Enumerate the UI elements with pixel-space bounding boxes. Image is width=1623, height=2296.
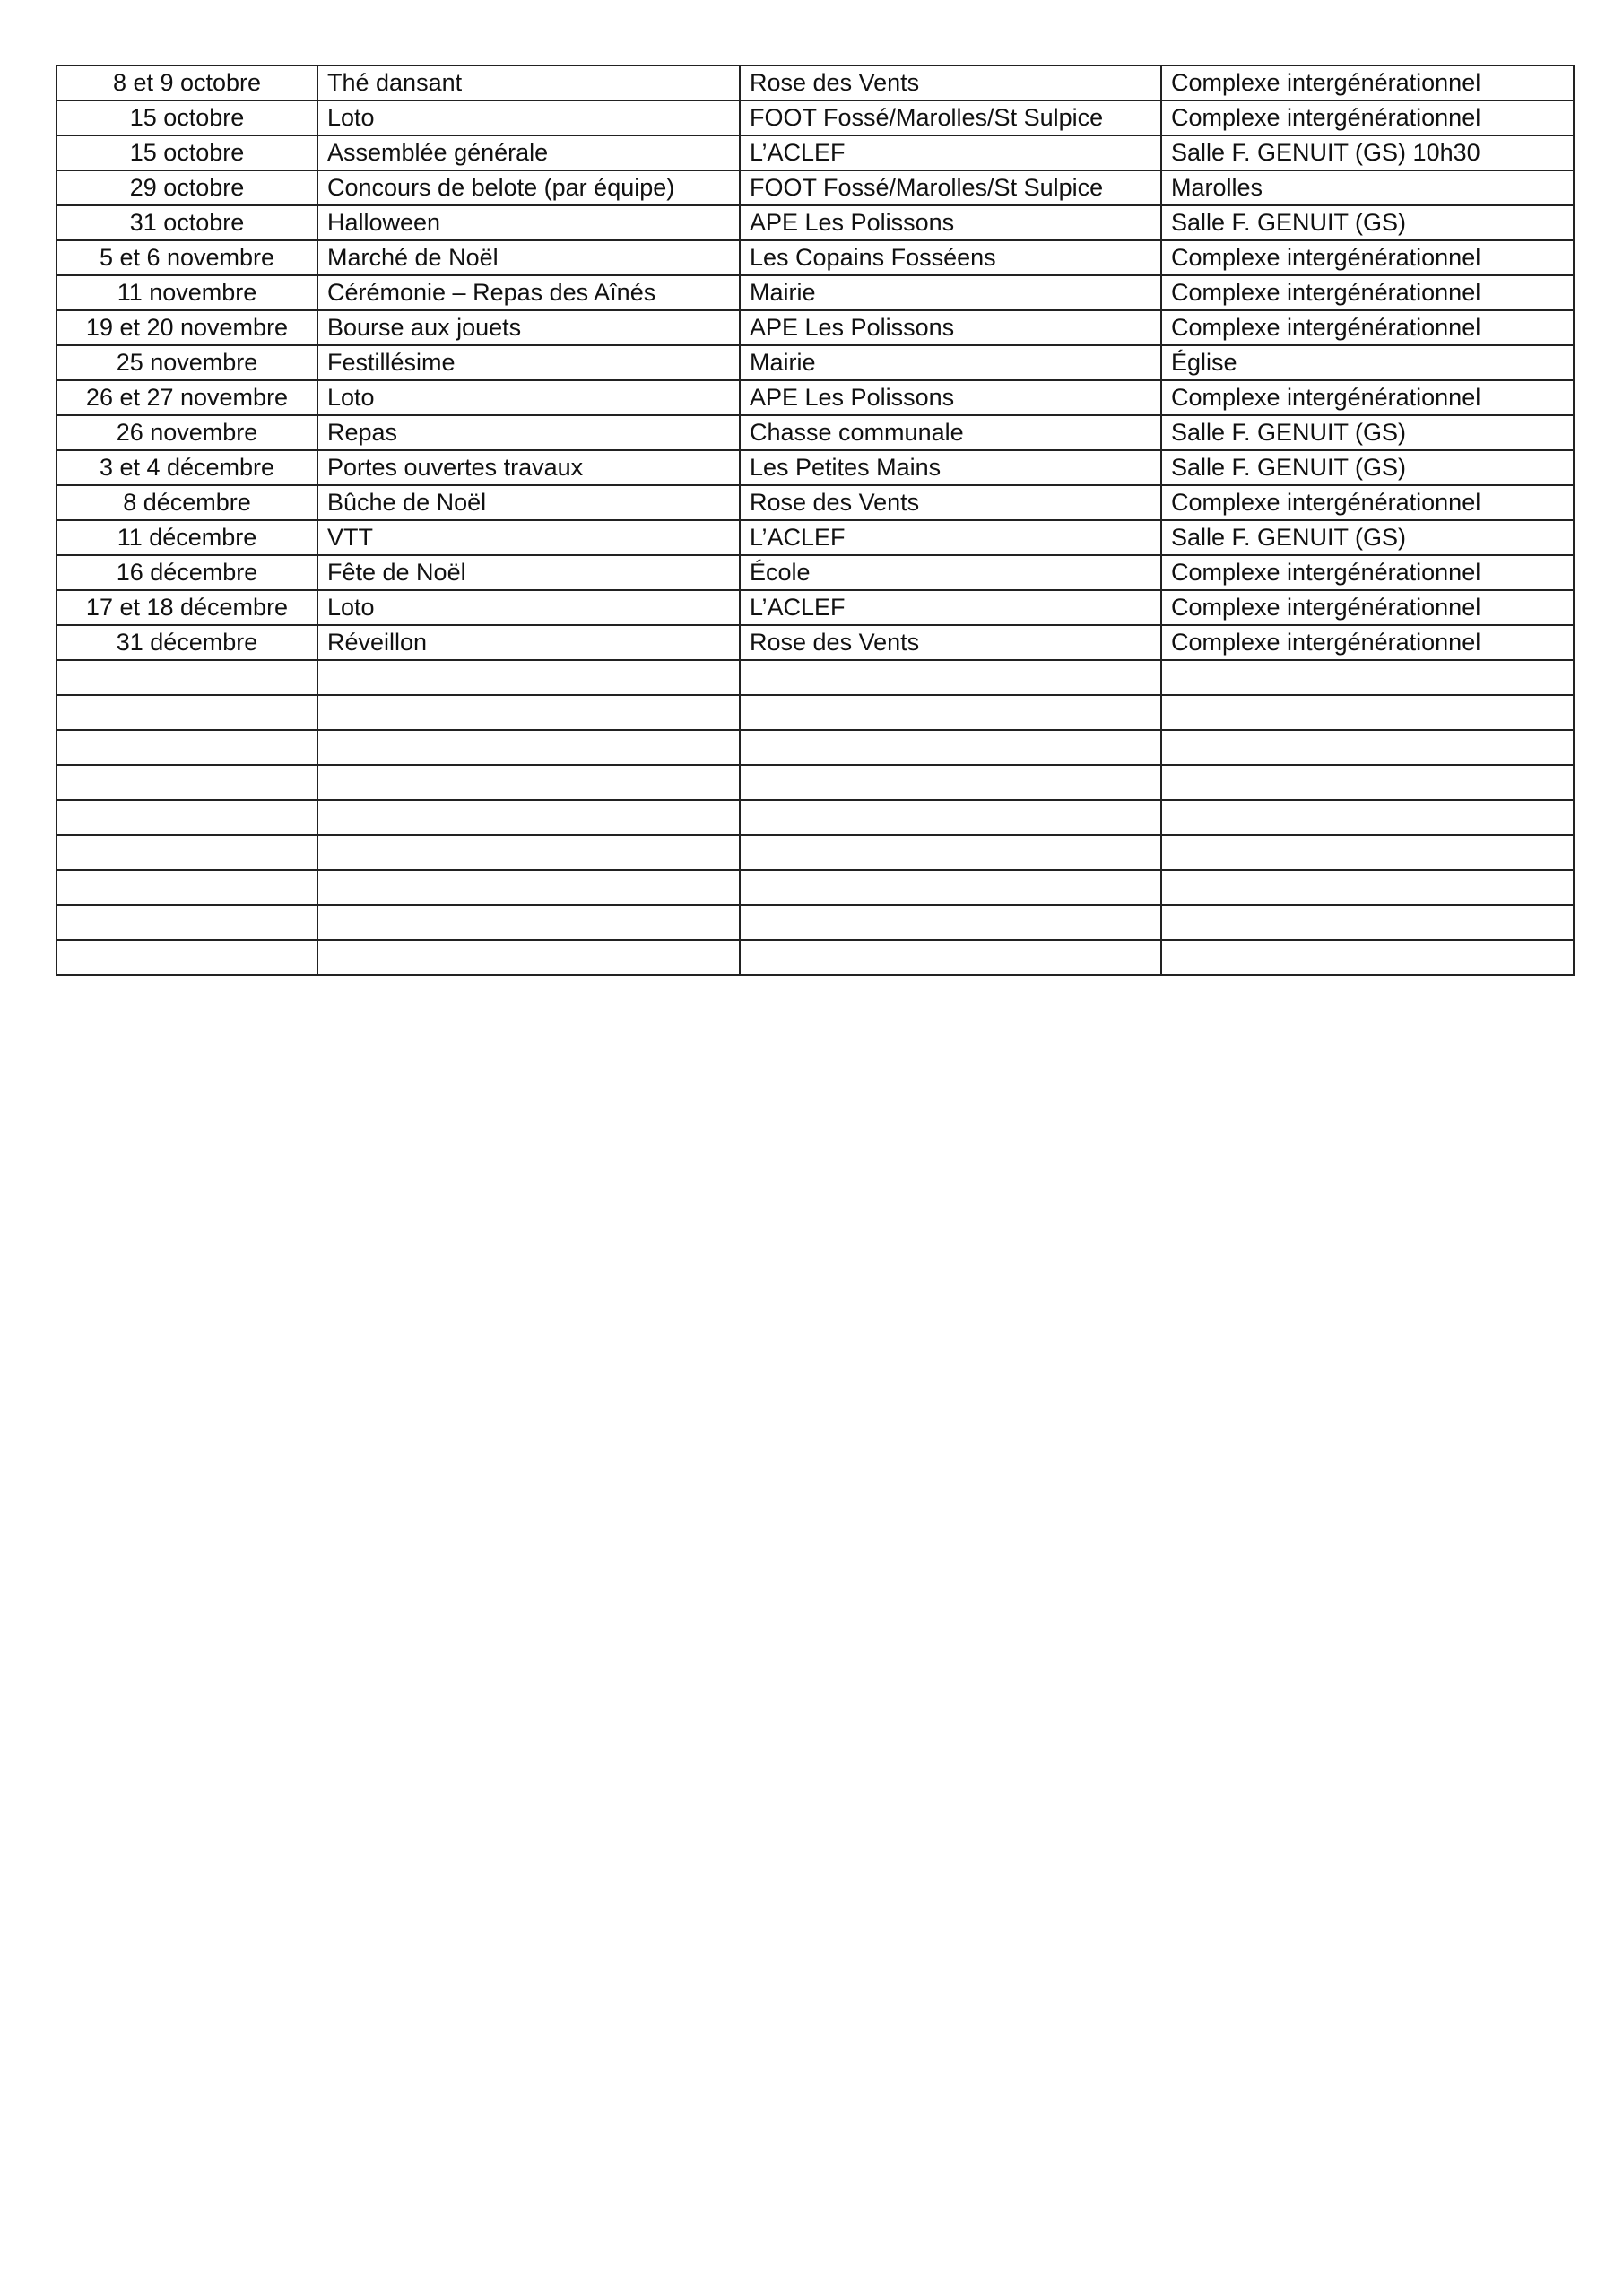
event-place-cell: Église <box>1161 345 1574 380</box>
event-place-cell <box>1161 870 1574 905</box>
event-place-cell: Complexe intergénérationnel <box>1161 310 1574 345</box>
table-row <box>56 310 1574 345</box>
event-date-cell <box>56 870 317 905</box>
event-place-cell: Complexe intergénérationnel <box>1161 65 1574 100</box>
event-name-cell: Thé dansant <box>317 65 740 100</box>
events-table-body <box>56 65 1574 975</box>
event-organizer-cell: Les Petites Mains <box>740 450 1161 485</box>
table-row <box>56 870 1574 905</box>
event-place-cell: Salle F. GENUIT (GS) 10h30 <box>1161 135 1574 170</box>
table-row <box>56 100 1574 135</box>
event-organizer-cell: Rose des Vents <box>740 625 1161 660</box>
event-organizer-cell: Chasse communale <box>740 415 1161 450</box>
event-date-cell: 31 décembre <box>56 625 317 660</box>
table-row <box>56 135 1574 170</box>
event-name-cell <box>317 870 740 905</box>
event-date-cell: 17 et 18 décembre <box>56 590 317 625</box>
event-date-cell: 15 octobre <box>56 135 317 170</box>
event-place-cell: Marolles <box>1161 170 1574 205</box>
event-name-cell: Loto <box>317 590 740 625</box>
event-organizer-cell: L’ACLEF <box>740 520 1161 555</box>
event-date-cell: 11 novembre <box>56 275 317 310</box>
table-row <box>56 940 1574 975</box>
table-row <box>56 65 1574 100</box>
event-name-cell: Portes ouvertes travaux <box>317 450 740 485</box>
event-name-cell: Concours de belote (par équipe) <box>317 170 740 205</box>
event-date-cell: 15 octobre <box>56 100 317 135</box>
event-organizer-cell <box>740 870 1161 905</box>
table-row <box>56 765 1574 800</box>
event-name-cell: Festillésime <box>317 345 740 380</box>
table-row <box>56 520 1574 555</box>
event-name-cell <box>317 800 740 835</box>
table-row <box>56 170 1574 205</box>
table-row <box>56 450 1574 485</box>
event-name-cell: Assemblée générale <box>317 135 740 170</box>
event-organizer-cell <box>740 800 1161 835</box>
event-place-cell: Salle F. GENUIT (GS) <box>1161 520 1574 555</box>
event-place-cell <box>1161 835 1574 870</box>
event-date-cell: 25 novembre <box>56 345 317 380</box>
event-organizer-cell <box>740 765 1161 800</box>
event-name-cell <box>317 730 740 765</box>
event-organizer-cell: L’ACLEF <box>740 590 1161 625</box>
event-organizer-cell: École <box>740 555 1161 590</box>
table-row <box>56 555 1574 590</box>
event-name-cell <box>317 765 740 800</box>
event-organizer-cell <box>740 730 1161 765</box>
event-date-cell: 19 et 20 novembre <box>56 310 317 345</box>
event-place-cell <box>1161 905 1574 940</box>
table-row <box>56 905 1574 940</box>
table-row <box>56 660 1574 695</box>
event-date-cell <box>56 765 317 800</box>
event-organizer-cell: Mairie <box>740 275 1161 310</box>
event-date-cell: 11 décembre <box>56 520 317 555</box>
table-row <box>56 835 1574 870</box>
event-name-cell: Halloween <box>317 205 740 240</box>
event-place-cell <box>1161 730 1574 765</box>
event-organizer-cell: FOOT Fossé/Marolles/St Sulpice <box>740 170 1161 205</box>
event-date-cell: 8 décembre <box>56 485 317 520</box>
event-name-cell: Réveillon <box>317 625 740 660</box>
event-place-cell <box>1161 660 1574 695</box>
event-date-cell <box>56 730 317 765</box>
event-organizer-cell: APE Les Polissons <box>740 380 1161 415</box>
event-date-cell: 5 et 6 novembre <box>56 240 317 275</box>
table-row <box>56 240 1574 275</box>
event-place-cell: Salle F. GENUIT (GS) <box>1161 205 1574 240</box>
event-organizer-cell <box>740 940 1161 975</box>
event-name-cell <box>317 835 740 870</box>
event-name-cell: Fête de Noël <box>317 555 740 590</box>
table-row <box>56 415 1574 450</box>
event-date-cell <box>56 800 317 835</box>
event-organizer-cell: Les Copains Fosséens <box>740 240 1161 275</box>
event-place-cell: Complexe intergénérationnel <box>1161 485 1574 520</box>
event-place-cell <box>1161 765 1574 800</box>
event-date-cell: 31 octobre <box>56 205 317 240</box>
events-table <box>56 65 1575 976</box>
event-name-cell <box>317 660 740 695</box>
event-name-cell <box>317 905 740 940</box>
event-name-cell: VTT <box>317 520 740 555</box>
table-row <box>56 345 1574 380</box>
event-place-cell: Complexe intergénérationnel <box>1161 625 1574 660</box>
event-organizer-cell <box>740 835 1161 870</box>
event-date-cell: 16 décembre <box>56 555 317 590</box>
table-row <box>56 380 1574 415</box>
event-place-cell: Complexe intergénérationnel <box>1161 240 1574 275</box>
event-date-cell: 8 et 9 octobre <box>56 65 317 100</box>
event-place-cell: Complexe intergénérationnel <box>1161 380 1574 415</box>
event-name-cell <box>317 940 740 975</box>
event-place-cell <box>1161 695 1574 730</box>
table-row <box>56 485 1574 520</box>
event-organizer-cell: FOOT Fossé/Marolles/St Sulpice <box>740 100 1161 135</box>
event-date-cell: 26 et 27 novembre <box>56 380 317 415</box>
event-place-cell: Complexe intergénérationnel <box>1161 590 1574 625</box>
event-place-cell: Salle F. GENUIT (GS) <box>1161 450 1574 485</box>
table-row <box>56 205 1574 240</box>
event-organizer-cell <box>740 905 1161 940</box>
table-row <box>56 590 1574 625</box>
table-row <box>56 275 1574 310</box>
event-organizer-cell: APE Les Polissons <box>740 205 1161 240</box>
event-date-cell <box>56 940 317 975</box>
event-organizer-cell: Rose des Vents <box>740 485 1161 520</box>
event-date-cell <box>56 695 317 730</box>
event-date-cell: 3 et 4 décembre <box>56 450 317 485</box>
event-place-cell: Complexe intergénérationnel <box>1161 100 1574 135</box>
event-organizer-cell: L’ACLEF <box>740 135 1161 170</box>
event-place-cell <box>1161 800 1574 835</box>
event-name-cell: Bourse aux jouets <box>317 310 740 345</box>
event-place-cell <box>1161 940 1574 975</box>
event-name-cell: Loto <box>317 380 740 415</box>
table-row <box>56 695 1574 730</box>
event-date-cell: 29 octobre <box>56 170 317 205</box>
event-name-cell: Repas <box>317 415 740 450</box>
event-name-cell: Loto <box>317 100 740 135</box>
event-name-cell <box>317 695 740 730</box>
event-date-cell <box>56 835 317 870</box>
event-organizer-cell: Mairie <box>740 345 1161 380</box>
event-name-cell: Cérémonie – Repas des Aînés <box>317 275 740 310</box>
event-date-cell <box>56 905 317 940</box>
table-row <box>56 800 1574 835</box>
event-organizer-cell <box>740 660 1161 695</box>
event-date-cell <box>56 660 317 695</box>
event-place-cell: Complexe intergénérationnel <box>1161 555 1574 590</box>
event-place-cell: Complexe intergénérationnel <box>1161 275 1574 310</box>
event-place-cell: Salle F. GENUIT (GS) <box>1161 415 1574 450</box>
event-name-cell: Marché de Noël <box>317 240 740 275</box>
event-organizer-cell: Rose des Vents <box>740 65 1161 100</box>
event-organizer-cell: APE Les Polissons <box>740 310 1161 345</box>
event-name-cell: Bûche de Noël <box>317 485 740 520</box>
table-row <box>56 730 1574 765</box>
event-date-cell: 26 novembre <box>56 415 317 450</box>
table-row <box>56 625 1574 660</box>
event-organizer-cell <box>740 695 1161 730</box>
